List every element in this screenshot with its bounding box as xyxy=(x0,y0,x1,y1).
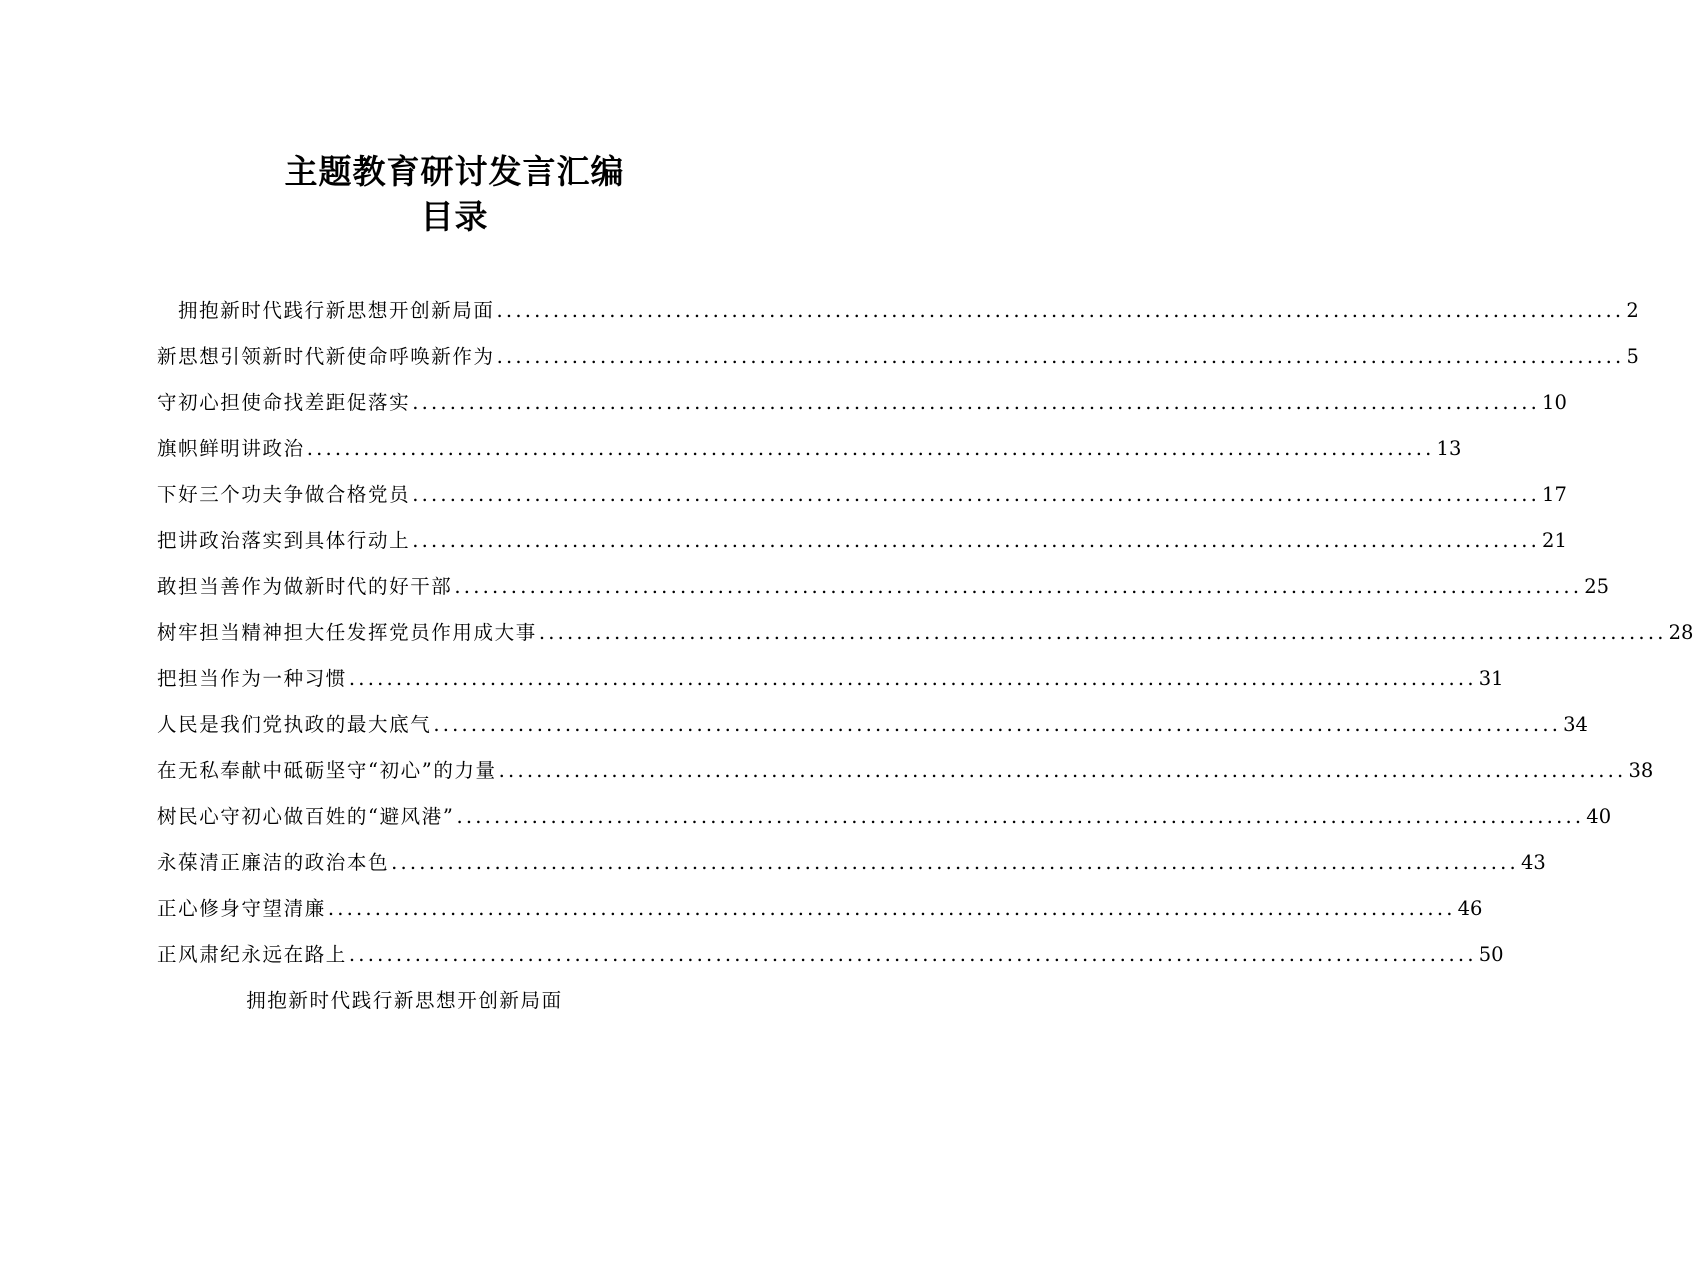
toc-entry-title: 人民是我们党执政的最大底气 xyxy=(157,713,432,736)
toc-entry-title: 树牢担当精神担大任发挥党员作用成大事 xyxy=(157,621,537,644)
toc-dot-leader: ........................................................................................................................ xyxy=(456,805,1585,828)
toc-entry[interactable] xyxy=(157,571,1610,617)
toc-entry-title: 守初心担使命找差距促落实 xyxy=(157,391,411,414)
toc-dot-leader: ........................................................................................................................ xyxy=(306,437,1435,460)
toc-entry-page: 21 xyxy=(1542,529,1567,552)
toc-entry-title: 正风肃纪永远在路上 xyxy=(157,943,347,966)
toc-entry[interactable] xyxy=(157,479,1567,525)
toc-entry[interactable] xyxy=(157,433,1462,479)
toc-entry[interactable] xyxy=(157,893,1483,939)
toc-dot-leader: ........................................................................................................................ xyxy=(412,529,1541,552)
toc-entry[interactable] xyxy=(157,341,1639,387)
toc-heading: 目录 xyxy=(420,197,489,236)
toc-entry-title: 树民心守初心做百姓的“避风港” xyxy=(157,805,455,828)
table-of-contents xyxy=(157,295,1693,985)
section-heading: 拥抱新时代践行新思想开创新局面 xyxy=(246,989,563,1012)
toc-entry-title: 敢担当善作为做新时代的好干部 xyxy=(157,575,453,598)
toc-entry-page: 5 xyxy=(1626,345,1639,368)
toc-entry-title: 永葆清正廉洁的政治本色 xyxy=(157,851,390,874)
toc-entry-page: 31 xyxy=(1478,667,1504,690)
toc-dot-leader: ........................................................................................................................ xyxy=(348,667,1477,690)
toc-dot-leader: ........................................................................................................................ xyxy=(433,713,1562,736)
toc-entry-page: 2 xyxy=(1626,299,1639,322)
toc-entry-title: 新思想引领新时代新使命呼唤新作为 xyxy=(157,345,495,368)
toc-entry-title: 拥抱新时代践行新思想开创新局面 xyxy=(178,299,495,322)
toc-entry[interactable] xyxy=(157,709,1588,755)
toc-entry[interactable] xyxy=(157,525,1567,571)
toc-dot-leader: ........................................................................................................................ xyxy=(496,299,1625,322)
toc-entry-page: 43 xyxy=(1520,851,1546,874)
toc-dot-leader: ........................................................................................................................ xyxy=(412,391,1541,414)
toc-dot-leader: ........................................................................................................................ xyxy=(454,575,1583,598)
toc-dot-leader: ........................................................................................................................ xyxy=(348,943,1477,966)
toc-entry-page: 10 xyxy=(1542,391,1567,414)
toc-entry[interactable] xyxy=(157,663,1504,709)
toc-entry-title: 把讲政治落实到具体行动上 xyxy=(157,529,411,552)
toc-dot-leader: ........................................................................................................................ xyxy=(412,483,1541,506)
toc-dot-leader: ........................................................................................................................ xyxy=(496,345,1625,368)
toc-entry[interactable] xyxy=(157,755,1654,801)
toc-entry-page: 46 xyxy=(1457,897,1483,920)
toc-entry[interactable] xyxy=(157,387,1567,433)
document-title: 主题教育研讨发言汇编 xyxy=(284,152,625,191)
toc-entry-title: 把担当作为一种习惯 xyxy=(157,667,347,690)
toc-entry-page: 28 xyxy=(1668,621,1693,644)
toc-entry-title: 下好三个功夫争做合格党员 xyxy=(157,483,411,506)
toc-entry[interactable] xyxy=(157,939,1504,985)
toc-dot-leader: ........................................................................................................................ xyxy=(538,621,1667,644)
toc-entry-page: 13 xyxy=(1436,437,1462,460)
toc-dot-leader: ........................................................................................................................ xyxy=(391,851,1519,874)
toc-entry[interactable] xyxy=(157,801,1612,847)
toc-entry-title: 正心修身守望清廉 xyxy=(157,897,326,920)
toc-dot-leader: ........................................................................................................................ xyxy=(327,897,1456,920)
toc-entry-page: 25 xyxy=(1584,575,1610,598)
toc-entry[interactable] xyxy=(157,847,1546,893)
toc-entry-page: 40 xyxy=(1586,805,1612,828)
toc-entry-title: 在无私奉献中砥砺坚守“初心”的力量 xyxy=(157,759,497,782)
toc-entry-page: 38 xyxy=(1628,759,1654,782)
toc-entry[interactable] xyxy=(157,617,1693,663)
toc-entry[interactable] xyxy=(157,295,1639,341)
toc-entry-page: 17 xyxy=(1542,483,1567,506)
toc-entry-page: 34 xyxy=(1563,713,1588,736)
toc-entry-page: 50 xyxy=(1478,943,1504,966)
toc-dot-leader: ........................................................................................................................ xyxy=(498,759,1627,782)
toc-entry-title: 旗帜鲜明讲政治 xyxy=(157,437,305,460)
